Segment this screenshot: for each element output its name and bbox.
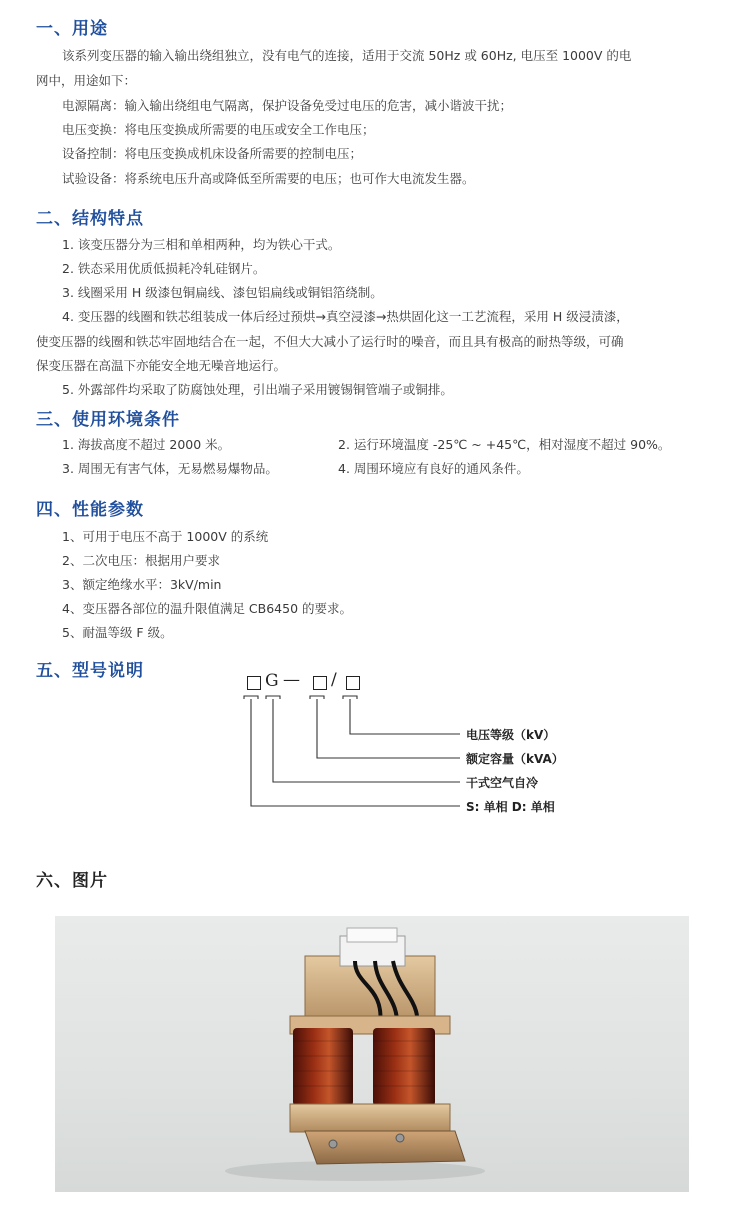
s3-item-2: 2. 运行环境温度 -25℃ ~ +45℃，相对湿度不超过 90%。 xyxy=(338,437,671,452)
s3-item-4: 4. 周围环境应有良好的通风条件。 xyxy=(338,461,529,476)
model-slash: / xyxy=(331,670,337,690)
transformer-illustration xyxy=(55,916,689,1192)
s2-line-7: 5. 外露部件均采取了防腐蚀处理，引出端子采用镀锡铜管端子或铜排。 xyxy=(62,382,453,397)
product-photo xyxy=(55,916,689,1192)
model-label-voltage: 电压等级（kV） xyxy=(466,728,556,742)
model-letter-g: G xyxy=(265,671,279,691)
model-label-capacity: 额定容量（kVA） xyxy=(466,752,564,766)
s4-line-3: 3、额定绝缘水平：3kV/min xyxy=(62,577,222,592)
s1-line-3: 电源隔离：输入输出绕组电气隔离，保护设备免受过电压的危害，减小谐波干扰； xyxy=(62,98,513,113)
s2-line-4: 4. 变压器的线圈和铁芯组装成一体后经过预烘→真空浸漆→热烘固化这一工艺流程，采用 H 级浸渍漆， xyxy=(62,309,629,324)
s4-line-2: 2、二次电压：根据用户要求 xyxy=(62,553,220,568)
s2-line-3: 3. 线圈采用 H 级漆包铜扁线、漆包铝扁线或铜铝箔绕制。 xyxy=(62,285,383,300)
s1-line-2: 网中，用途如下： xyxy=(36,73,137,88)
section-6-title: 六、图片 xyxy=(36,871,108,891)
section-2-title: 二、结构特点 xyxy=(36,209,144,229)
section-3-title: 三、使用环境条件 xyxy=(36,410,180,430)
model-label-phase: S: 单相 D: 单相 xyxy=(466,800,555,814)
section-4-title: 四、性能参数 xyxy=(36,500,144,520)
s2-line-1: 1. 该变压器分为三相和单相两种，均为铁心干式。 xyxy=(62,237,341,252)
s1-line-5: 设备控制：将电压变换成机床设备所需要的控制电压； xyxy=(62,146,363,161)
s2-line-6: 保变压器在高温下亦能安全地无噪音地运行。 xyxy=(36,358,287,373)
s1-line-6: 试验设备：将系统电压升高或降低至所需要的电压；也可作大电流发生器。 xyxy=(62,171,475,186)
s3-item-3: 3. 周围无有害气体，无易燃易爆物品。 xyxy=(62,461,278,476)
s4-line-5: 5、耐温等级 F 级。 xyxy=(62,625,173,640)
s1-line-4: 电压变换：将电压变换成所需要的电压或安全工作电压； xyxy=(62,122,375,137)
s1-line-1: 该系列变压器的输入输出绕组独立，没有电气的连接，适用于交流 50Hz 或 60Hz, 电压至 1000V 的电 xyxy=(62,48,632,63)
s2-line-5: 使变压器的线圈和铁芯牢固地结合在一起，不但大大减小了运行时的噪音，而且具有极高的耐热等级，可确 xyxy=(36,334,624,349)
s4-line-1: 1、可用于电压不高于 1000V 的系统 xyxy=(62,529,269,544)
s2-line-2: 2. 铁态采用优质低损耗冷轧硅钢片。 xyxy=(62,261,266,276)
section-5-title: 五、型号说明 xyxy=(36,661,144,681)
s3-item-1: 1. 海拔高度不超过 2000 米。 xyxy=(62,437,231,452)
model-dash: — xyxy=(283,670,300,690)
section-1-title: 一、用途 xyxy=(36,19,108,39)
model-label-cooling: 干式空气自冷 xyxy=(466,776,539,790)
s4-line-4: 4、变压器各部位的温升限值满足 CB6450 的要求。 xyxy=(62,601,353,616)
